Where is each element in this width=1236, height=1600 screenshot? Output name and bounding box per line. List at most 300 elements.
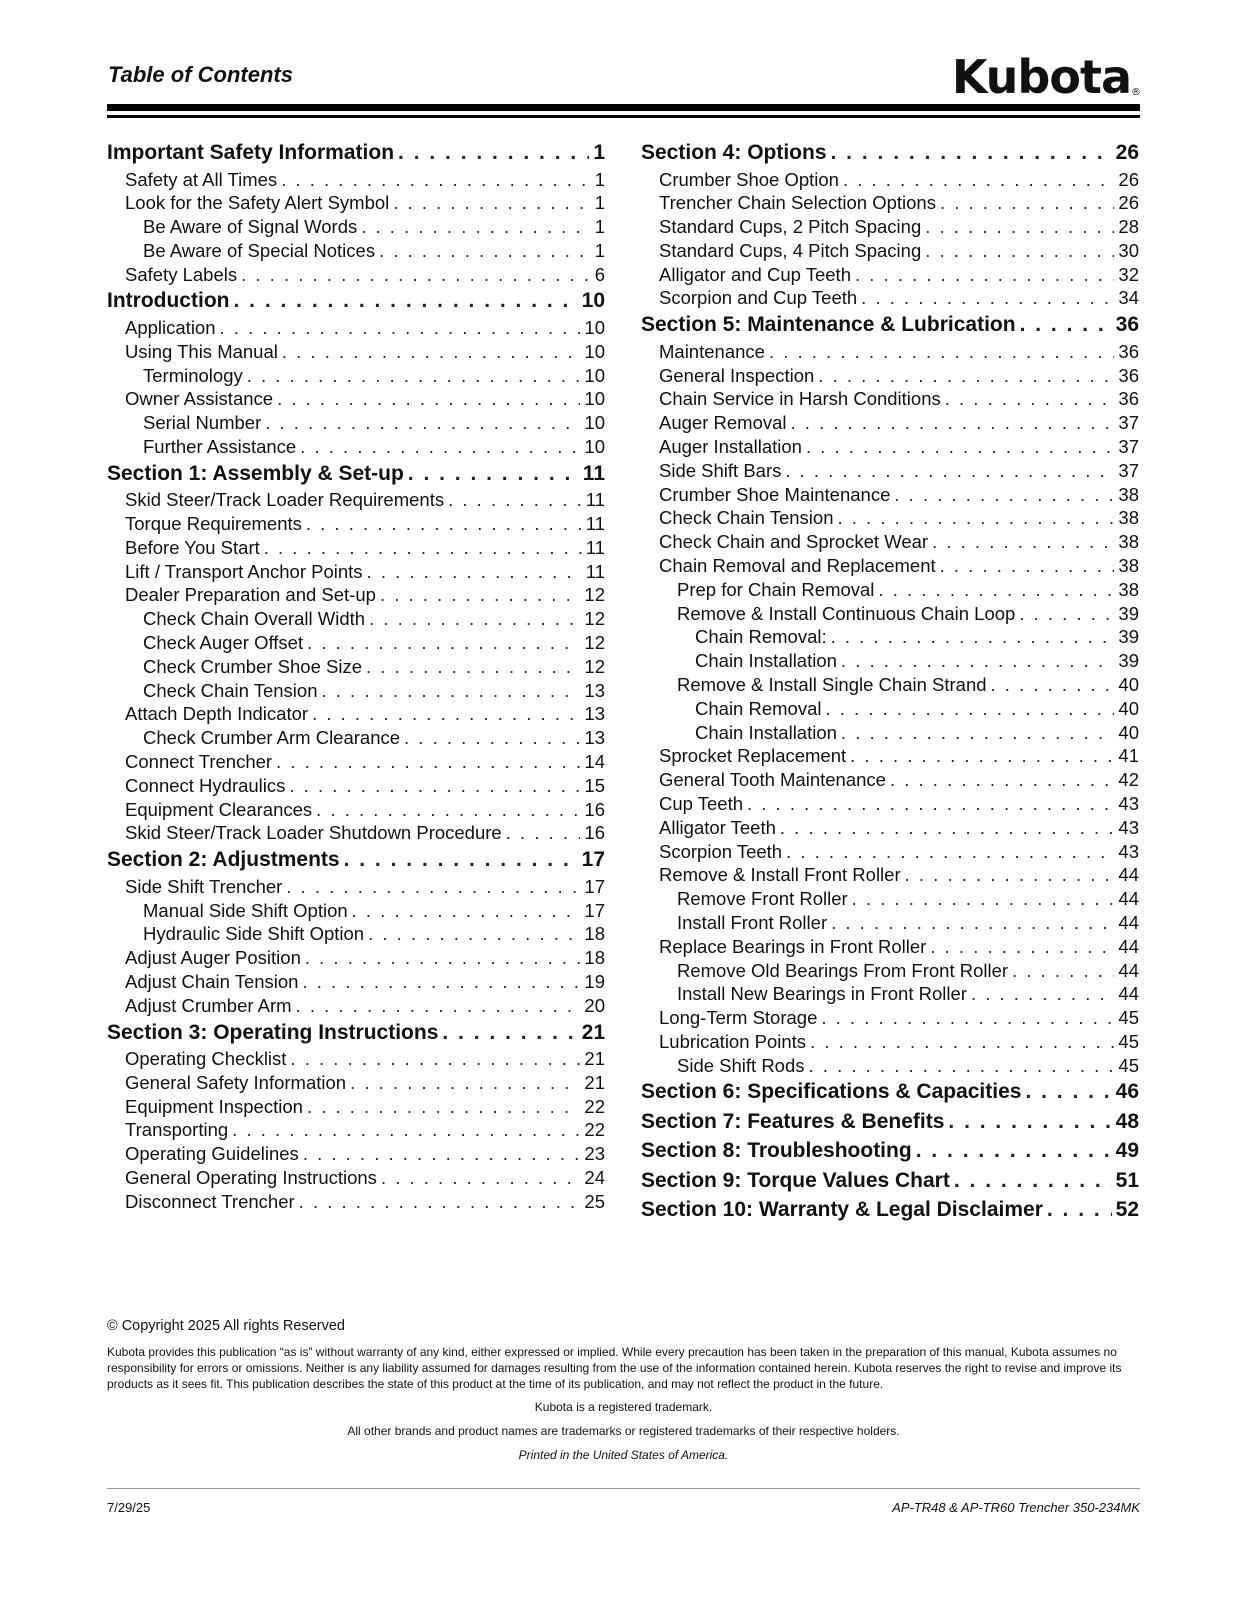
dot-leader (810, 1030, 1114, 1054)
toc-entry-page: 24 (584, 1166, 605, 1188)
toc-entry[interactable] (641, 1030, 1139, 1054)
toc-entry-title: Section 7: Features & Benefits (641, 1109, 945, 1133)
dot-leader (307, 631, 580, 655)
dot-leader (948, 1107, 1111, 1137)
toc-entry-page: 15 (584, 774, 605, 796)
toc-entry-page: 14 (584, 751, 605, 773)
dot-leader (299, 1190, 581, 1214)
toc-entry[interactable] (641, 239, 1139, 263)
toc-entry-title: Install New Bearings in Front Roller (677, 983, 967, 1005)
toc-entry[interactable] (641, 721, 1139, 745)
toc-entry-title: Attach Depth Indicator (125, 703, 309, 725)
dot-leader (264, 536, 582, 560)
dot-leader (1025, 1077, 1111, 1107)
dot-leader (408, 459, 579, 489)
toc-entry-title: Section 4: Options (641, 141, 827, 164)
toc-entry[interactable] (641, 215, 1139, 239)
toc-entry[interactable] (641, 697, 1139, 721)
toc-entry[interactable] (107, 1166, 605, 1190)
header-rule-thin (107, 115, 1140, 118)
printed-note: Printed in the United States of America. (518, 1448, 729, 1462)
dot-leader (818, 364, 1114, 388)
dot-leader (785, 459, 1114, 483)
toc-entry-title: Section 5: Maintenance & Lubrication (641, 313, 1016, 337)
toc-entry-title: Alligator and Cup Teeth (659, 263, 851, 285)
toc-entry[interactable] (107, 168, 605, 192)
toc-entry[interactable] (107, 875, 605, 899)
toc-entry-page: 11 (585, 536, 605, 558)
toc-entry[interactable] (641, 191, 1139, 215)
toc-entry-page: 45 (1118, 1007, 1139, 1029)
toc-entry[interactable] (641, 364, 1139, 388)
dot-leader (894, 483, 1114, 507)
toc-entry-page: 10 (584, 364, 605, 386)
toc-entry-title: Adjust Crumber Arm (125, 994, 292, 1016)
dot-leader (1019, 602, 1114, 626)
dot-leader (303, 1142, 581, 1166)
toc-entry-title: Skid Steer/Track Loader Requirements (125, 489, 445, 511)
toc-entry-page: 32 (1118, 263, 1139, 285)
toc-entry-page: 44 (1118, 864, 1139, 886)
toc-entry-title: Operating Checklist (125, 1048, 287, 1069)
toc-entry-title: Standard Cups, 4 Pitch Spacing (659, 239, 922, 261)
dot-leader (241, 263, 591, 287)
dot-leader (281, 168, 591, 192)
dot-leader (780, 816, 1115, 840)
toc-entry-title: Side Shift Rods (677, 1054, 805, 1076)
toc-entry[interactable] (641, 768, 1139, 792)
dot-leader (265, 411, 580, 435)
toc-entry[interactable] (641, 935, 1139, 959)
toc-entry[interactable] (107, 536, 605, 560)
dot-leader (276, 750, 580, 774)
toc-entry-page: 37 (1118, 412, 1139, 434)
toc-entry-page: 1 (594, 239, 605, 261)
toc-entry-page: 22 (584, 1119, 605, 1141)
dot-leader (232, 1118, 580, 1142)
toc-entry[interactable] (641, 792, 1139, 816)
toc-entry[interactable] (107, 702, 605, 726)
toc-entry-page: 45 (1118, 1054, 1139, 1076)
dot-leader (945, 387, 1115, 411)
toc-entry-page: 36 (1118, 340, 1139, 362)
header-rule-thick (107, 104, 1140, 111)
toc-entry[interactable] (107, 387, 605, 411)
toc-entry-title: Skid Steer/Track Loader Shutdown Procedure (125, 822, 502, 844)
toc-section-entry[interactable] (641, 1077, 1139, 1107)
toc-entry-title: Safety Labels (125, 263, 238, 285)
toc-entry-page: 36 (1118, 388, 1139, 410)
toc-entry[interactable] (107, 1142, 605, 1166)
toc-entry-title: Crumber Shoe Option (659, 168, 839, 190)
toc-entry[interactable] (107, 922, 605, 946)
toc-entry-page: 10 (584, 412, 605, 434)
dot-leader (282, 340, 581, 364)
toc-entry[interactable] (107, 607, 605, 631)
dot-leader (366, 655, 580, 679)
toc-entry[interactable] (107, 364, 605, 388)
toc-entry[interactable] (107, 798, 605, 822)
toc-entry-title: Section 3: Operating Instructions (107, 1020, 439, 1044)
toc-section-entry[interactable] (641, 1166, 1139, 1196)
toc-entry-title: Operating Guidelines (125, 1143, 299, 1165)
toc-entry[interactable] (107, 946, 605, 970)
toc-entry[interactable] (107, 994, 605, 1018)
toc-entry-page: 21 (584, 1071, 605, 1093)
logo-text: Kubota (951, 50, 1131, 104)
toc-entry-title: Manual Side Shift Option (143, 899, 348, 921)
dot-leader (916, 1136, 1112, 1166)
dot-leader (786, 840, 1114, 864)
toc-entry-page: 43 (1118, 840, 1139, 862)
toc-entry-page: 17 (584, 875, 605, 897)
toc-entry-title: Remove & Install Single Chain Strand (677, 673, 987, 695)
dot-leader (361, 215, 590, 239)
toc-entry-title: Introduction (107, 289, 230, 313)
toc-entry-title: General Safety Information (125, 1071, 347, 1093)
toc-entry[interactable] (641, 816, 1139, 840)
toc-entry[interactable] (107, 263, 605, 287)
toc-entry[interactable] (641, 340, 1139, 364)
toc-entry-title: Check Chain Tension (659, 507, 834, 529)
toc-entry-page: 10 (581, 289, 605, 313)
kubota-logo (952, 50, 1140, 104)
toc-entry[interactable] (107, 774, 605, 798)
dot-leader (932, 530, 1114, 554)
toc-section-entry[interactable] (641, 1107, 1139, 1137)
toc-entry[interactable] (641, 411, 1139, 435)
toc-entry[interactable] (641, 1006, 1139, 1030)
toc-entry-title: Check Crumber Shoe Size (143, 655, 363, 677)
toc-entry[interactable] (107, 560, 605, 584)
toc-entry[interactable] (641, 625, 1139, 649)
toc-entry[interactable] (107, 899, 605, 923)
dot-leader (247, 364, 581, 388)
toc-entry-page: 10 (584, 388, 605, 410)
toc-entry-page: 38 (1118, 578, 1139, 600)
toc-entry[interactable] (107, 750, 605, 774)
toc-entry[interactable] (641, 286, 1139, 310)
toc-entry-title: Remove & Install Front Roller (659, 864, 901, 886)
toc-entry-page: 6 (594, 263, 605, 285)
toc-entry[interactable] (107, 970, 605, 994)
toc-entry-title: Using This Manual (125, 340, 278, 362)
toc-entry-title: Lubrication Points (659, 1030, 807, 1052)
dot-leader (322, 679, 581, 703)
toc-entry-page: 44 (1118, 983, 1139, 1005)
dot-leader (404, 726, 580, 750)
toc-entry[interactable] (641, 673, 1139, 697)
dot-leader (368, 922, 580, 946)
toc-entry[interactable] (641, 649, 1139, 673)
toc-entry-title: Side Shift Bars (659, 459, 782, 481)
toc-entry-title: Standard Cups, 2 Pitch Spacing (659, 216, 922, 238)
toc-entry-page: 36 (1115, 313, 1139, 337)
toc-entry-page: 39 (1118, 650, 1139, 672)
toc-entry-title: Chain Installation (695, 721, 837, 743)
dot-leader (843, 168, 1114, 192)
toc-entry-title: Auger Removal (659, 412, 787, 434)
toc-entry-title: Be Aware of Special Notices (143, 239, 376, 261)
toc-section-entry[interactable] (641, 310, 1139, 340)
toc-entry[interactable] (107, 583, 605, 607)
dot-leader (306, 512, 582, 536)
dot-leader (316, 798, 580, 822)
toc-entry-page: 1 (594, 192, 605, 214)
registered-mark: ® (1131, 87, 1140, 98)
toc-entry-page: 42 (1118, 769, 1139, 791)
dot-leader (380, 583, 580, 607)
toc-section-entry[interactable] (641, 1136, 1139, 1166)
dot-leader (220, 316, 581, 340)
dot-leader (379, 239, 591, 263)
toc-entry-page: 48 (1115, 1109, 1139, 1133)
toc-entry-title: Connect Trencher (125, 751, 273, 773)
toc-entry-title: General Operating Instructions (125, 1166, 377, 1188)
toc-entry-page: 38 (1118, 531, 1139, 553)
toc-entry-page: 44 (1118, 935, 1139, 957)
toc-entry[interactable] (641, 863, 1139, 887)
toc-entry-title: Remove & Install Continuous Chain Loop (677, 602, 1016, 624)
toc-entry-page: 39 (1118, 626, 1139, 648)
toc-entry-title: Check Crumber Arm Clearance (143, 727, 401, 749)
toc-entry-page: 16 (584, 822, 605, 844)
dot-leader (831, 625, 1115, 649)
toc-section-entry[interactable] (641, 138, 1139, 168)
dot-leader (302, 970, 580, 994)
toc-entry-title: Serial Number (143, 412, 262, 434)
toc-entry[interactable] (107, 1047, 605, 1071)
dot-leader (312, 702, 580, 726)
toc-entry-page: 38 (1118, 554, 1139, 576)
dot-leader (290, 1047, 580, 1071)
dot-leader (878, 578, 1114, 602)
toc-entry-title: Section 10: Warranty & Legal Disclaimer (641, 1198, 1043, 1222)
toc-entry[interactable] (107, 1071, 605, 1095)
dot-leader (307, 1095, 581, 1119)
toc-entry-page: 44 (1118, 888, 1139, 910)
toc-entry[interactable] (641, 840, 1139, 864)
dot-leader (831, 138, 1112, 168)
toc-entry-page: 1 (594, 168, 605, 190)
toc-entry[interactable] (107, 1190, 605, 1214)
dot-leader (296, 994, 581, 1018)
toc-section-entry[interactable] (107, 459, 605, 489)
dot-leader (850, 744, 1114, 768)
toc-entry-title: Alligator Teeth (659, 816, 776, 838)
toc-entry-title: Adjust Chain Tension (125, 970, 299, 992)
dot-leader (838, 506, 1115, 530)
toc-section-entry[interactable] (107, 286, 605, 316)
other-brands-note: All other brands and product names are trademarks or registered trademarks of their respective holders. (347, 1424, 900, 1438)
toc-entry[interactable] (641, 911, 1139, 935)
toc-entry-page: 11 (585, 560, 605, 582)
toc-entry-page: 41 (1118, 745, 1139, 767)
toc-entry-page: 52 (1115, 1198, 1139, 1222)
toc-entry[interactable] (641, 506, 1139, 530)
toc-entry-title: Scorpion and Cup Teeth (659, 287, 858, 309)
dot-leader (381, 1166, 580, 1190)
toc-entry-page: 28 (1118, 216, 1139, 238)
toc-entry[interactable] (641, 435, 1139, 459)
dot-leader (448, 488, 582, 512)
toc-entry[interactable] (641, 263, 1139, 287)
toc-entry-page: 22 (584, 1095, 605, 1117)
dot-leader (305, 946, 581, 970)
toc-entry-page: 17 (584, 899, 605, 921)
toc-entry-page: 40 (1118, 673, 1139, 695)
dot-leader (289, 774, 580, 798)
toc-entry-title: Replace Bearings in Front Roller (659, 935, 927, 957)
toc-entry[interactable] (107, 655, 605, 679)
toc-entry-title: Side Shift Trencher (125, 875, 283, 897)
toc-entry-title: Transporting (125, 1119, 229, 1141)
toc-entry-title: Section 8: Troubleshooting (641, 1139, 912, 1163)
toc-entry[interactable] (107, 821, 605, 845)
toc-entry-title: Check Auger Offset (143, 632, 304, 654)
toc-entry-page: 16 (584, 798, 605, 820)
toc-entry[interactable] (107, 488, 605, 512)
toc-entry[interactable] (641, 1054, 1139, 1078)
toc-entry-page: 12 (584, 608, 605, 630)
dot-leader (398, 138, 589, 168)
toc-entry[interactable] (641, 959, 1139, 983)
toc-entry-title: Crumber Shoe Maintenance (659, 483, 891, 505)
toc-entry[interactable] (107, 215, 605, 239)
toc-entry-page: 40 (1118, 697, 1139, 719)
toc-entry-title: Auger Installation (659, 435, 802, 457)
toc-entry-page: 12 (584, 632, 605, 654)
dot-leader (855, 263, 1114, 287)
toc-entry[interactable] (641, 459, 1139, 483)
toc-entry-page: 1 (593, 141, 605, 164)
dot-leader (852, 887, 1115, 911)
toc-entry-title: Hydraulic Side Shift Option (143, 923, 365, 945)
dot-leader (825, 697, 1114, 721)
toc-entry[interactable] (107, 512, 605, 536)
toc-entry[interactable] (641, 483, 1139, 507)
toc-entry[interactable] (107, 726, 605, 750)
toc-entry[interactable] (641, 887, 1139, 911)
toc-entry-title: Look for the Safety Alert Symbol (125, 192, 390, 214)
toc-entry-title: Before You Start (125, 536, 260, 558)
disclaimer-text: Kubota provides this publication “as is” without warranty of any kind, either expressed or implied. While every precaution has been taken in the preparation of this manual, Kubota assumes no responsibility for errors or omissions. Neither is any liability assumed for damages resulting from the use of the information contained herein. Kubota reserves the right to revise and improve its products as it sees fit. This publication describes the state of this product at the time of its publication, and may not reflect the product in the future. (107, 1345, 1122, 1391)
dot-leader (841, 721, 1115, 745)
toc-entry-page: 45 (1118, 1030, 1139, 1052)
toc-entry[interactable] (641, 168, 1139, 192)
dot-leader (352, 899, 581, 923)
toc-entry[interactable] (641, 602, 1139, 626)
toc-left-column (107, 138, 605, 1214)
toc-entry-title: Adjust Auger Position (125, 947, 301, 969)
toc-entry[interactable] (641, 744, 1139, 768)
toc-right-column (641, 138, 1139, 1225)
toc-entry-page: 43 (1118, 792, 1139, 814)
toc-entry-page: 38 (1118, 483, 1139, 505)
toc-entry-title: Chain Service in Harsh Conditions (659, 388, 941, 410)
toc-entry[interactable] (107, 316, 605, 340)
dot-leader (1012, 959, 1114, 983)
toc-entry-title: Check Chain Overall Width (143, 608, 366, 630)
toc-section-entry[interactable] (107, 845, 605, 875)
toc-entry-page: 23 (584, 1143, 605, 1165)
dot-leader (1047, 1195, 1112, 1225)
page-title: Table of Contents (108, 62, 293, 87)
toc-entry[interactable] (107, 1118, 605, 1142)
toc-entry-title: Important Safety Information (107, 141, 395, 164)
toc-entry[interactable] (107, 191, 605, 215)
toc-entry-title: Section 6: Specifications & Capacities (641, 1080, 1022, 1104)
toc-entry[interactable] (107, 679, 605, 703)
toc-entry-page: 43 (1118, 816, 1139, 838)
toc-entry[interactable] (641, 578, 1139, 602)
toc-entry-page: 10 (584, 340, 605, 362)
toc-entry-title: Scorpion Teeth (659, 840, 783, 862)
dot-leader (809, 1054, 1115, 1078)
toc-entry[interactable] (641, 530, 1139, 554)
toc-entry-page: 17 (581, 848, 605, 872)
toc-entry-title: Sprocket Replacement (659, 745, 847, 767)
toc-entry-title: Chain Installation (695, 650, 837, 672)
toc-entry[interactable] (107, 1095, 605, 1119)
toc-section-entry[interactable] (107, 1018, 605, 1048)
toc-entry-title: Further Assistance (143, 435, 297, 457)
toc-entry-title: Lift / Transport Anchor Points (125, 560, 363, 582)
toc-entry-title: Chain Removal: (695, 626, 827, 648)
toc-entry-page: 39 (1118, 602, 1139, 624)
toc-entry-title: Maintenance (659, 340, 765, 362)
dot-leader (300, 435, 580, 459)
dot-leader (940, 554, 1115, 578)
toc-entry[interactable] (641, 982, 1139, 1006)
dot-leader (925, 239, 1114, 263)
toc-entry-title: Terminology (143, 364, 243, 386)
toc-entry-title: Chain Removal and Replacement (659, 554, 936, 576)
toc-entry-page: 30 (1118, 239, 1139, 261)
toc-entry-title: Install Front Roller (677, 911, 828, 933)
dot-leader (954, 1166, 1112, 1196)
toc-entry-page: 37 (1118, 435, 1139, 457)
toc-entry[interactable] (107, 411, 605, 435)
toc-entry[interactable] (107, 239, 605, 263)
toc-entry-title: Section 9: Torque Values Chart (641, 1168, 950, 1192)
toc-entry-page: 26 (1118, 168, 1139, 190)
toc-entry-page: 37 (1118, 459, 1139, 481)
toc-entry-title: Trencher Chain Selection Options (659, 192, 936, 214)
toc-entry-title: Be Aware of Signal Words (143, 216, 358, 238)
toc-entry-title: General Inspection (659, 364, 815, 386)
dot-leader (350, 1071, 580, 1095)
toc-entry-title: General Tooth Maintenance (659, 769, 886, 791)
toc-entry[interactable] (641, 387, 1139, 411)
footer-date: 7/29/25 (107, 1500, 151, 1515)
toc-entry-page: 20 (584, 994, 605, 1016)
toc-entry-page: 10 (584, 316, 605, 338)
toc-entry-title: Remove Front Roller (677, 888, 848, 910)
toc-section-entry[interactable] (107, 138, 605, 168)
dot-leader (821, 1006, 1114, 1030)
toc-entry[interactable] (641, 554, 1139, 578)
dot-leader (369, 607, 580, 631)
toc-entry-page: 40 (1118, 721, 1139, 743)
toc-entry-title: Cup Teeth (659, 792, 743, 814)
toc-section-entry[interactable] (641, 1195, 1139, 1225)
toc-entry[interactable] (107, 631, 605, 655)
toc-entry-page: 34 (1118, 287, 1139, 309)
toc-entry[interactable] (107, 435, 605, 459)
dot-leader (890, 768, 1114, 792)
toc-entry[interactable] (107, 340, 605, 364)
